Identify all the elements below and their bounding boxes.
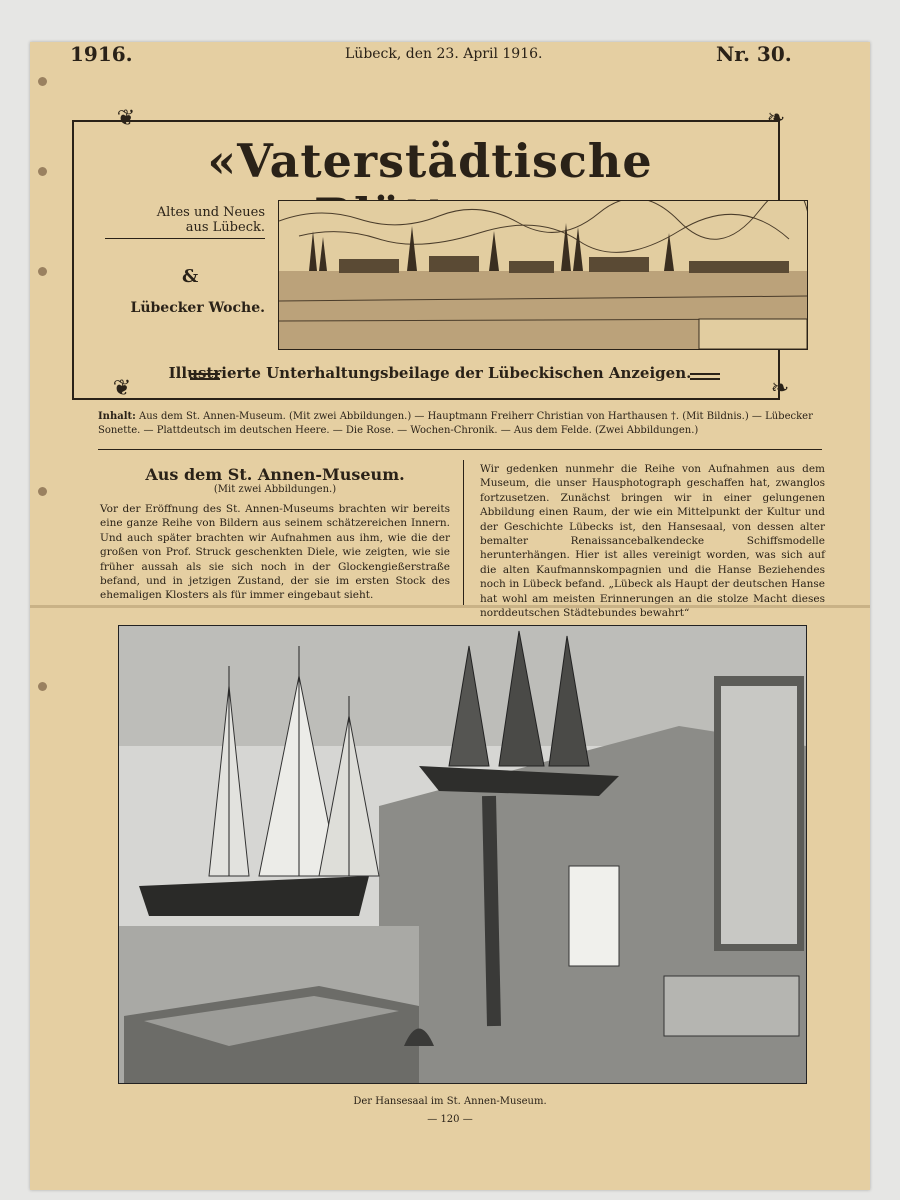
toc-text: Aus dem St. Annen-Museum. (Mit zwei Abbildungen.) — Hauptmann Freiherr Christian von Harthausen †. (Mit Bildnis.) — Lübecker Sonette. — Plattdeutsch im deutschen Heere. — Die Rose. — Wochen-Chronik. — Aus dem Felde. (Zwei Abbildungen.) [98,411,813,436]
page-number: — 120 — [427,1114,473,1125]
article-column-right: Wir gedenken nunmehr die Reihe von Aufnahmen aus dem Museum, die unser Hausphotograph geschaffen hat, zwanglos fortzusetzen. Zunächst bringen wir in einer gelungenen Abbildung einen Raum, der wie ein Mittelpunkt der Kultur und der Geschichte Lübecks ist, den Hansesaal, von dessen alter bemalter Renaissancebalkendecke Schiffsmodelle herunterhängen. Hier ist alles vereinigt worden, was sich auf die alten Kaufmannskompagnien und die Hanse Beziehendes noch in Lübeck befand. „Lübeck als Haupt der deutschen Hanse hat wohl am meisten Erinnerungen an die stolze Macht dieses norddeutschen Städtebundes bewahrt“ [480,463,825,620]
city-skyline-illustration [278,200,808,350]
side-line-2: aus Lübeck. [185,220,265,235]
side-line-3: Lübecker Woche. [130,300,265,316]
article-subtitle: (Mit zwei Abbildungen.) [213,484,337,495]
article-title: Aus dem St. Annen-Museum. [145,465,405,484]
punch-hole [38,77,47,86]
side-line-1: Altes und Neues [156,205,265,220]
divider [98,449,822,450]
punch-hole [38,487,47,496]
hansesaal-photograph [118,625,807,1084]
subtitle-rule-right [690,373,720,375]
issue-number: Nr. 30. [716,42,792,66]
article-column-left: Vor der Eröffnung des St. Annen-Museums brachten wir bereits eine ganze Reihe von Bildern aus seinem schätzereichen Innern. Und auch später brachten wir Aufnahmen aus ihm, wie die der großen von Prof. Struck geschenkten Diele, wie zeigten, wie sie früher aussah als sie sich noch in der Glockengießerstraße befand, und in jetzigen Zustand, der sie im ersten Stock des ehemaligen Klosters als für immer eingebaut sieht. [100,503,450,602]
photo-caption: Der Hansesaal im St. Annen-Museum. [353,1096,547,1107]
subtitle-rule-right [690,378,720,380]
table-of-contents [98,410,826,438]
side-rule [105,238,265,239]
issue-year: 1916. [70,42,133,66]
ampersand: & [182,266,199,287]
toc-label: Inhalt: [98,411,136,422]
newspaper-title: «Vaterstädtische [207,134,653,188]
column-divider [463,460,464,605]
ornament-bottom-left-icon: ❦ [112,376,132,401]
punch-hole [38,682,47,691]
ornament-bottom-right-icon: ❧ [770,376,790,401]
dateline: Lübeck, den 23. April 1916. [345,46,543,62]
ornament-top-left-icon: ❦ [116,106,136,131]
newspaper-subtitle: Illustrierte Unterhaltungsbeilage der Lübeckischen Anzeigen. [168,364,692,382]
article-header [100,465,450,495]
ornament-top-right-icon: ❧ [766,106,786,131]
masthead-side-box [105,205,265,242]
punch-hole [38,167,47,176]
punch-hole [38,267,47,276]
